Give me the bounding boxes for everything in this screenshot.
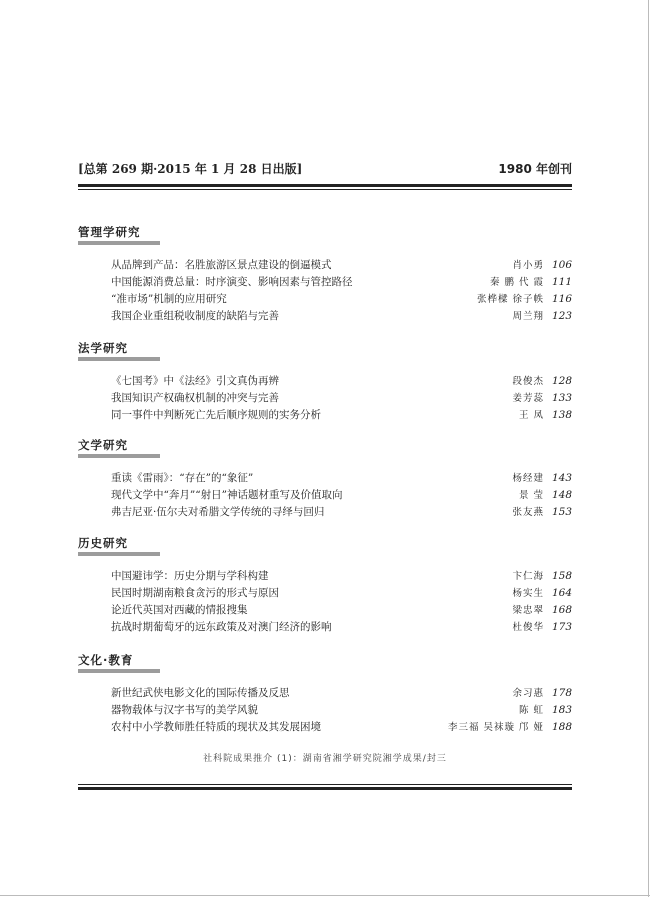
entry-author: 卞仁海 bbox=[512, 571, 544, 582]
toc-entry[interactable] bbox=[78, 719, 572, 736]
entry-title: 现代文学中“奔月”“射日”神话题材重写及价值取向 bbox=[111, 489, 343, 501]
entry-author: 杜俊华 bbox=[512, 622, 544, 633]
entry-author: 张桦樑 徐子帙 bbox=[476, 294, 544, 305]
entry-title: 民国时期湖南粮食贪污的形式与原因 bbox=[111, 587, 279, 599]
toc-entry[interactable] bbox=[78, 407, 572, 424]
entry-author: 周兰翔 bbox=[512, 311, 544, 322]
section-title: 法学研究 bbox=[78, 341, 128, 355]
entry-title: 从品牌到产品：名胜旅游区景点建设的倒逼模式 bbox=[111, 259, 332, 271]
section-title: 管理学研究 bbox=[78, 225, 141, 239]
toc-entry[interactable] bbox=[78, 602, 572, 619]
entry-title: 新世纪武侠电影文化的国际传播及反思 bbox=[111, 687, 290, 699]
toc-entry[interactable] bbox=[78, 568, 572, 585]
entry-page: 128 bbox=[551, 375, 572, 387]
toc-entry[interactable] bbox=[78, 274, 572, 291]
section-title-bar bbox=[78, 241, 160, 245]
entry-page: 173 bbox=[551, 621, 572, 633]
entry-title: 《七国考》中《法经》引文真伪再辨 bbox=[111, 375, 279, 387]
entry-title: 我国知识产权确权机制的冲突与完善 bbox=[111, 392, 279, 404]
toc-entry[interactable] bbox=[78, 504, 572, 521]
entry-title: 中国能源消费总量：时序演变、影响因素与管控路径 bbox=[111, 276, 353, 288]
entry-title: 我国企业重组税收制度的缺陷与完善 bbox=[111, 310, 279, 322]
entry-title: 重读《雷雨》：“存在”的“象征” bbox=[111, 472, 254, 484]
entry-author: 姜芳蕊 bbox=[512, 393, 544, 404]
entry-page: 116 bbox=[551, 293, 572, 305]
section-title-bar bbox=[78, 454, 160, 458]
entry-page: 183 bbox=[551, 704, 572, 716]
section-literature bbox=[78, 437, 572, 521]
footer-rule-thick bbox=[78, 787, 572, 790]
toc-entry[interactable] bbox=[78, 308, 572, 325]
toc-entry[interactable] bbox=[78, 373, 572, 390]
section-title-bar bbox=[78, 669, 160, 673]
page-frame-bottom bbox=[0, 895, 650, 896]
toc-entry[interactable] bbox=[78, 390, 572, 407]
section-title-bar bbox=[78, 357, 160, 361]
entry-title: 同一事件中判断死亡先后顺序规则的实务分析 bbox=[111, 409, 321, 421]
entry-title: 论近代英国对西藏的情报搜集 bbox=[111, 604, 248, 616]
toc-entry[interactable] bbox=[78, 487, 572, 504]
entry-page: 188 bbox=[551, 721, 572, 733]
entry-page: 133 bbox=[551, 392, 572, 404]
page-frame-right bbox=[648, 0, 649, 897]
section-management bbox=[78, 224, 572, 325]
toc-entry[interactable] bbox=[78, 585, 572, 602]
toc-entry[interactable] bbox=[78, 702, 572, 719]
entry-author: 段俊杰 bbox=[512, 376, 544, 387]
entry-author: 景 莹 bbox=[518, 490, 544, 501]
entry-page: 158 bbox=[551, 570, 572, 582]
footnote: 社科院成果推介 (1)：湖南省湘学研究院湘学成果/封三 bbox=[203, 754, 447, 764]
section-law bbox=[78, 340, 572, 424]
toc-entry[interactable] bbox=[78, 291, 572, 308]
entry-author: 李三福 吴袜璇 邝 娅 bbox=[447, 722, 544, 733]
entry-author: 余习惠 bbox=[512, 688, 544, 699]
entry-page: 164 bbox=[551, 587, 572, 599]
entry-author: 杨实生 bbox=[512, 588, 544, 599]
entry-page: 106 bbox=[551, 259, 572, 271]
entry-author: 肖小勇 bbox=[512, 260, 544, 271]
journal-header bbox=[78, 160, 572, 180]
entry-title: 抗战时期葡萄牙的远东政策及对澳门经济的影响 bbox=[111, 621, 332, 633]
entry-page: 148 bbox=[551, 489, 572, 501]
header-rule-thin bbox=[78, 189, 572, 190]
entry-author: 陈 虹 bbox=[518, 705, 544, 716]
toc-entry[interactable] bbox=[78, 257, 572, 274]
section-history bbox=[78, 535, 572, 636]
section-title-bar bbox=[78, 552, 160, 556]
issue-info: [总第 269 期·2015 年 1 月 28 日出版] bbox=[78, 162, 303, 176]
header-rule-thick bbox=[78, 184, 572, 187]
toc-entry[interactable] bbox=[78, 470, 572, 487]
entry-page: 178 bbox=[551, 687, 572, 699]
entry-author: 张友燕 bbox=[512, 507, 544, 518]
section-title: 文化·教育 bbox=[78, 653, 134, 667]
entry-page: 111 bbox=[551, 276, 572, 288]
entry-title: 弗吉尼亚·伍尔夫对希腊文学传统的寻绎与回归 bbox=[111, 506, 325, 518]
entry-author: 梁忠翠 bbox=[512, 605, 544, 616]
toc-entry[interactable] bbox=[78, 619, 572, 636]
entry-page: 138 bbox=[551, 409, 572, 421]
entry-page: 168 bbox=[551, 604, 572, 616]
founded-year: 1980 年创刊 bbox=[498, 162, 572, 176]
section-title: 历史研究 bbox=[78, 536, 128, 550]
entry-title: 农村中小学教师胜任特质的现状及其发展困境 bbox=[111, 721, 321, 733]
entry-title: 中国避讳学：历史分期与学科构建 bbox=[111, 570, 269, 582]
entry-page: 123 bbox=[551, 310, 572, 322]
entry-author: 秦 鹏 代 霞 bbox=[489, 277, 544, 288]
entry-author: 杨经建 bbox=[512, 473, 544, 484]
section-title: 文学研究 bbox=[78, 438, 128, 452]
entry-author: 王 凤 bbox=[518, 410, 544, 421]
entry-page: 153 bbox=[551, 506, 572, 518]
entry-page: 143 bbox=[551, 472, 572, 484]
entry-title: 器物载体与汉字书写的美学风貌 bbox=[111, 704, 258, 716]
footer-rule-thin bbox=[78, 784, 572, 785]
entry-title: “准市场”机制的应用研究 bbox=[111, 293, 227, 305]
toc-entry[interactable] bbox=[78, 685, 572, 702]
section-culture-education bbox=[78, 652, 572, 736]
